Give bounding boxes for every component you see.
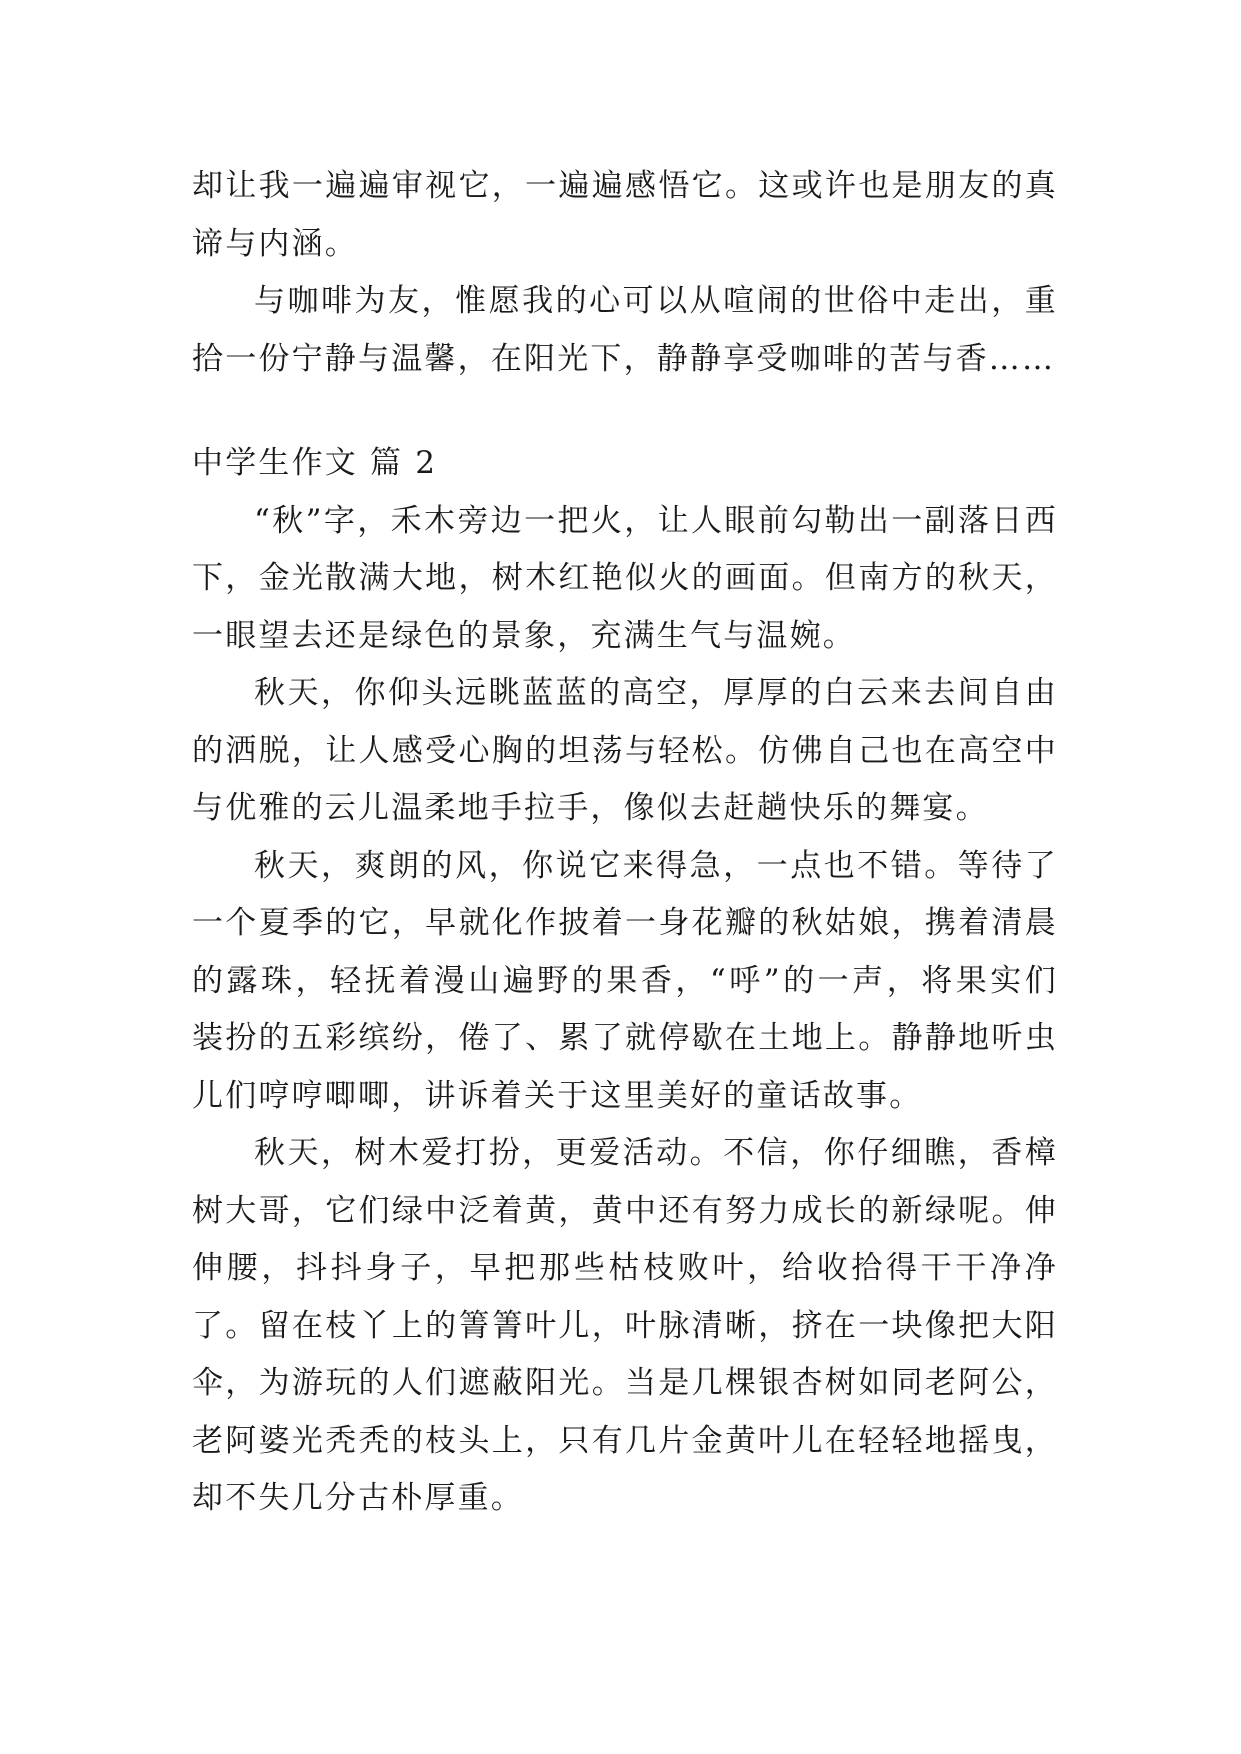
paragraph-autumn-trees: 秋天，树木爱打扮，更爱活动。不信，你仔细瞧，香樟树大哥，它们绿中泛着黄，黄中还有努力成长的新绿呢。伸伸腰，抖抖身子，早把那些枯枝败叶，给收拾得干干净净了。留在枝丫上的箐箐叶儿，叶脉清晰，挤在一块像把大阳伞，为游玩的人们遮蔽阳光。当是几棵银杏树如同老阿公，老阿婆光秃秃的枝头上，只有几片金黄叶儿在轻轻地摇曳，却不失几分古朴厚重。 [192, 1135, 1058, 1516]
section-spacer [192, 388, 1058, 435]
paragraph-autumn-wind: 秋天，爽朗的风，你说它来得急，一点也不错。等待了一个夏季的它，早就化作披着一身花瓣的秋姑娘，携着清晨的露珠，轻抚着漫山遍野的果香，“呼”的一声，将果实们装扮的五彩缤纷，倦了、累了就停歇在土地上。静静地听虫儿们哼哼唧唧，讲诉着关于这里美好的童话故事。 [192, 847, 1058, 1114]
document-body [192, 158, 1058, 1528]
section-heading: 中学生作文 篇 2 [192, 445, 438, 481]
paragraph-coffee-friend: 与咖啡为友，惟愿我的心可以从喧闹的世俗中走出，重拾一份宁静与温馨，在阳光下，静静享受咖啡的苦与香…… [192, 283, 1058, 377]
paragraph-carryover: 却让我一遍遍审视它，一遍遍感悟它。这或许也是朋友的真谛与内涵。 [192, 168, 1058, 262]
paragraph-autumn-character: “秋”字，禾木旁边一把火，让人眼前勾勒出一副落日西下，金光散满大地，树木红艳似火的画面。但南方的秋天，一眼望去还是绿色的景象，充满生气与温婉。 [192, 502, 1058, 654]
paragraph-autumn-sky: 秋天，你仰头远眺蓝蓝的高空，厚厚的白云来去间自由的洒脱，让人感受心胸的坦荡与轻松。仿佛自己也在高空中与优雅的云儿温柔地手拉手，像似去赶趟快乐的舞宴。 [192, 675, 1058, 826]
